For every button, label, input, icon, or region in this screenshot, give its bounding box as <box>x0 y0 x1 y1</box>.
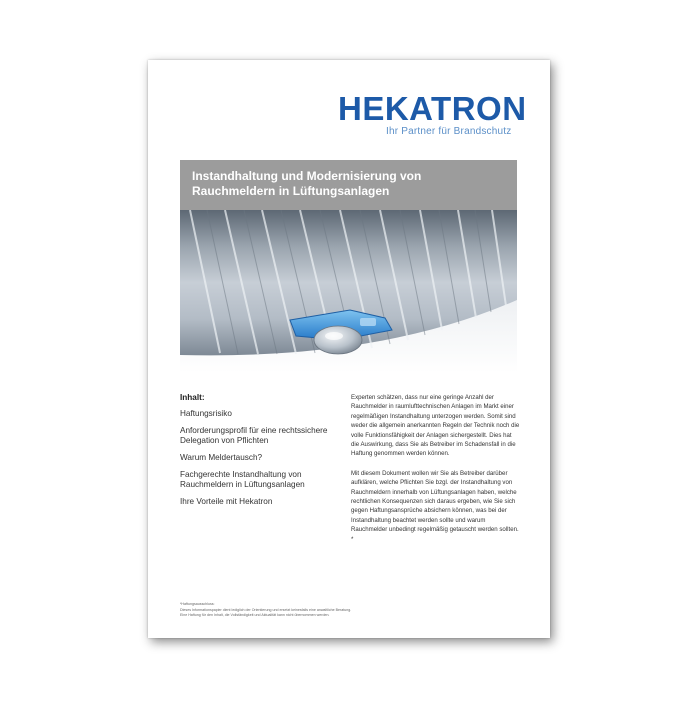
footnote-line-3: Eine Haftung für den Inhalt, die Vollständigkeit und Aktualität kann nicht übernommen werden. <box>180 613 330 618</box>
footnote-line-2: Dieses Informationspapier dient lediglich der Orientierung und ersetzt keinesfalls eine anwaltliche Beratung. <box>180 607 352 612</box>
title-line-2: Rauchmeldern in Lüftungsanlagen <box>192 184 390 198</box>
hekatron-logo: HEKATRON <box>338 90 527 127</box>
body-paragraph-1: Experten schätzen, dass nur eine geringe Anzahl der Rauchmelder in raumlufttechnischen Anlagen im Markt einer regelmäßigen Instandhaltung unterzogen werden. Somit sind weder die allgemein anerkannten Regeln der Technik noch die volle Funktionsfähigkeit der Anlagen sichergestellt. Dies hat die Auswirkung, dass Sie als Betreiber im Schadensfall in die Haftung genommen werden können. <box>351 394 520 458</box>
body-paragraph-2: Mit diesem Dokument wollen wir Sie als Betreiber darüber aufklären, welche Pflichten Sie bzgl. der Instandhaltung von Rauchmeldern innerhalb von Lüftungsanlagen haben, welche rechtlichen Konsequenzen sich daraus ergeben, wie Sie sich gegen Haftungsansprüche absichern können, was bei der Instandhaltung beachtet werden sollte und warum Rauchmelder unbedingt regelmäßig getauscht werden sollten. * <box>351 469 519 543</box>
footnote-line-1: *Haftungsausschluss: <box>180 602 215 606</box>
document-page <box>148 60 550 638</box>
toc-item: Anforderungsprofil für eine rechtssichere Delegation von Pflichten <box>180 426 328 445</box>
toc-item: Haftungsrisiko <box>180 409 232 418</box>
toc-item: Ihre Vorteile mit Hekatron <box>180 497 273 506</box>
disclaimer-footnote <box>180 602 480 619</box>
toc-item: Fachgerechte Instandhaltung von Rauchmeldern in Lüftungsanlagen <box>180 470 305 489</box>
toc-item: Warum Meldertausch? <box>180 453 263 462</box>
duct-photo <box>180 210 517 373</box>
title-banner <box>180 160 517 210</box>
document-title <box>192 169 421 199</box>
brand-tagline: Ihr Partner für Brandschutz <box>386 126 512 137</box>
table-of-contents <box>180 393 338 514</box>
title-line-1: Instandhaltung und Modernisierung von <box>192 169 422 183</box>
toc-heading: Inhalt: <box>180 393 205 402</box>
body-text <box>351 393 521 554</box>
duct-illustration <box>180 210 517 373</box>
